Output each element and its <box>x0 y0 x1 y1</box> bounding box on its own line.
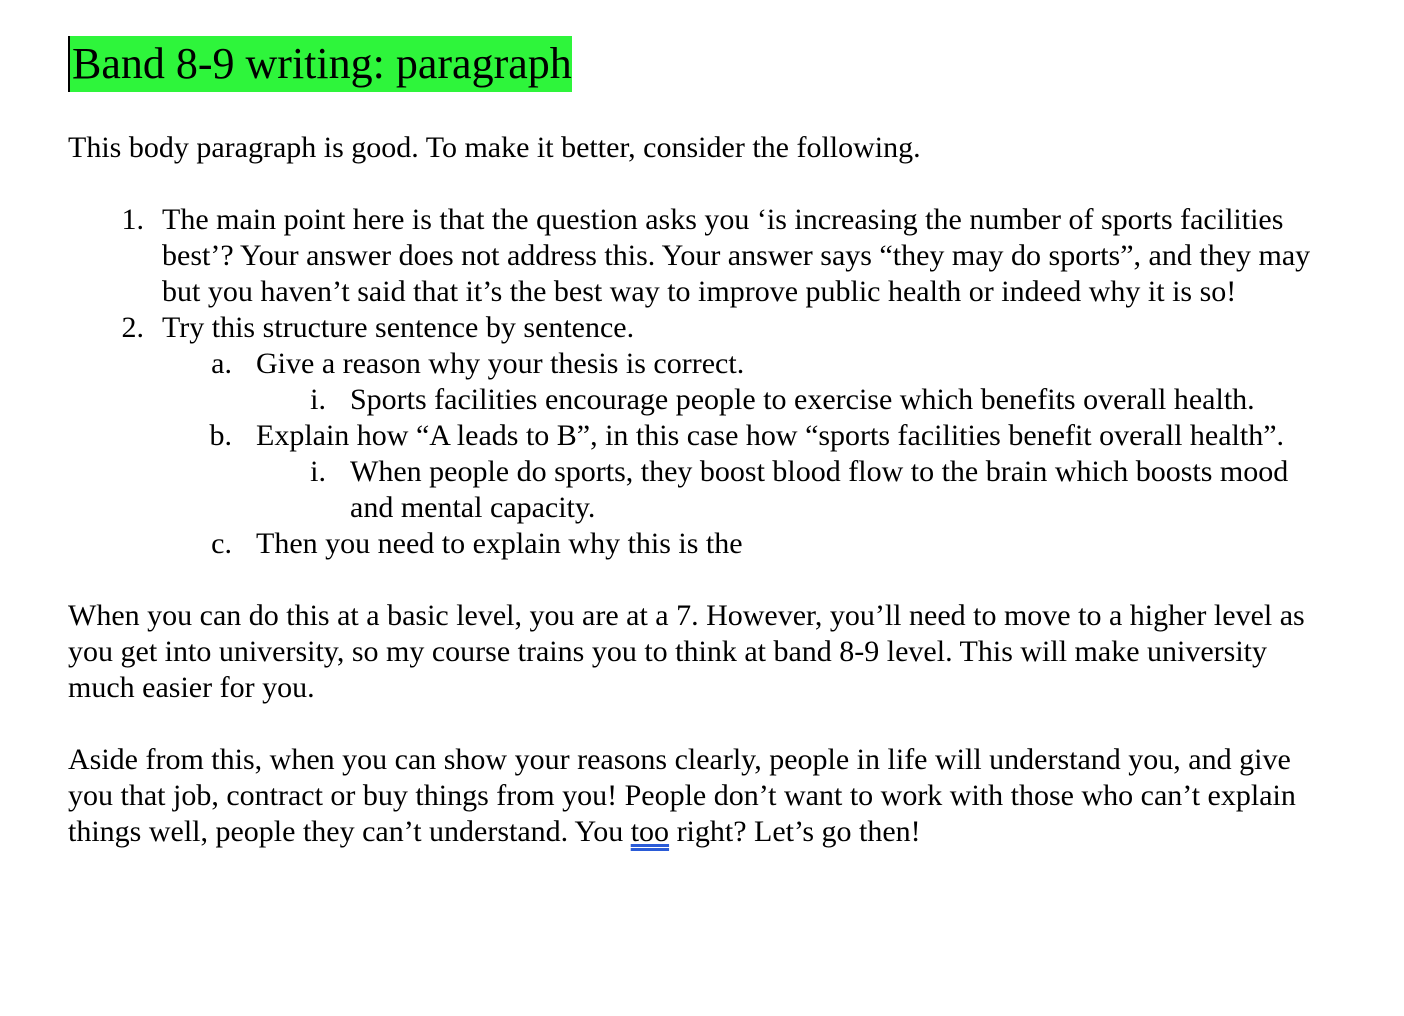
document-title <box>68 36 574 92</box>
list-item-2 <box>68 310 1318 346</box>
list-item-2a-i <box>68 382 1318 418</box>
list-item-2a <box>68 346 1318 382</box>
list-item-1 <box>68 202 1318 310</box>
intro-paragraph: This body paragraph is good. To make it better, consider the following. <box>68 131 921 164</box>
list-item-text: The main point here is that the question asks you ‘is increasing the number of sports facilities best’? Your answer does not address this. Your answer says “they may do sports”, and they may but you haven’t said that it’s the best way to improve public health or indeed why it is so! <box>162 203 1311 308</box>
list-item-2b-i <box>68 454 1318 526</box>
list-marker: b. <box>209 419 232 452</box>
list-item-2b <box>68 418 1318 454</box>
list-item-text: Try this structure sentence by sentence. <box>162 311 635 344</box>
paragraph-aside <box>68 742 1318 850</box>
list-marker: a. <box>211 347 232 380</box>
list-marker: i. <box>310 455 326 488</box>
list-item-text: When people do sports, they boost blood flow to the brain which boosts mood and mental capacity. <box>350 455 1289 524</box>
document-body <box>68 36 1318 850</box>
list-marker: i. <box>310 383 326 416</box>
list-marker: c. <box>211 527 232 560</box>
spellcheck-flagged-word[interactable]: too <box>630 815 670 848</box>
paragraph-level-7: When you can do this at a basic level, you are at a 7. However, you’ll need to move to a higher level as you get into university, so my course trains you to think at band 8-9 level. This will make university much easier for you. <box>68 599 1305 704</box>
list-item-2c <box>68 526 1318 562</box>
paragraph-aside-end: right? Let’s go then! <box>669 815 921 848</box>
list-marker: 2. <box>121 311 144 344</box>
numbered-list <box>68 202 1318 562</box>
list-item-text: Sports facilities encourage people to exercise which benefits overall health. <box>350 383 1255 416</box>
list-marker: 1. <box>121 203 144 236</box>
list-item-text: Give a reason why your thesis is correct. <box>256 347 745 380</box>
list-item-text: Then you need to explain why this is the <box>256 527 743 560</box>
list-item-text: Explain how “A leads to B”, in this case how “sports facilities benefit overall health”. <box>256 419 1285 452</box>
paragraph-aside-text: Aside from this, when you can show your reasons clearly, people in life will understand you, and give you that job, contract or buy things from you! People don’t want to work with those who can’t explain things well, people they can’t understand. You <box>68 743 1296 848</box>
title-text: Band 8-9 writing: paragraph <box>70 36 572 92</box>
